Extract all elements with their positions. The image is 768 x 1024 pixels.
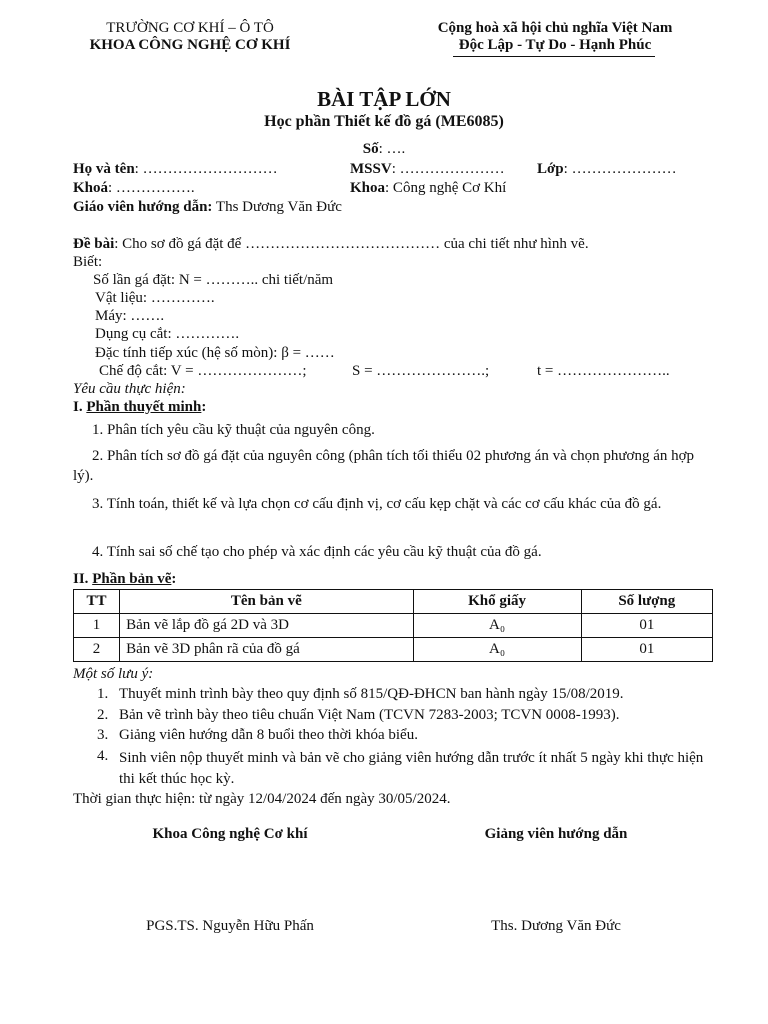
advisor-line <box>73 199 342 216</box>
param-cutting-t: t = ………………….. <box>537 363 670 379</box>
table-row <box>74 614 713 638</box>
part1-title: Phần thuyết minh <box>86 399 202 415</box>
part2-title: Phần bản vẽ <box>92 571 172 587</box>
param-contact: Đặc tính tiếp xúc (hệ số mòn): β = …… <box>95 345 335 361</box>
header-qty: Số lượng <box>581 590 712 614</box>
requirements-label: Yêu cầu thực hiện: <box>73 381 186 397</box>
table-cell: Bản vẽ lắp đồ gá 2D và 3D <box>120 614 413 638</box>
table-cell: 01 <box>581 638 712 662</box>
note-number: 3. <box>97 727 109 743</box>
advisor-value: Ths Dương Văn Đức <box>212 199 342 215</box>
name-label: Họ và tên <box>73 161 135 177</box>
timeline: Thời gian thực hiện: từ ngày 12/04/2024 đến ngày 30/05/2024. <box>73 791 451 807</box>
known-label: Biết: <box>73 254 103 270</box>
note-number: 2. <box>97 707 109 723</box>
class-line <box>537 161 677 178</box>
header-left <box>80 20 300 54</box>
table-cell: 01 <box>581 614 712 638</box>
part1-item-3: 3. Tính toán, thiết kế và lựa chọn cơ cấu định vị, cơ cấu kẹp chặt và các cơ cấu khác của đồ gá. <box>92 496 662 512</box>
param-machine: Máy: ……. <box>95 308 165 324</box>
country-name: Cộng hoà xã hội chủ nghĩa Việt Nam <box>437 20 673 36</box>
department-line <box>350 180 506 197</box>
param-quantity: Số lần gá đặt: N = ……….. chi tiết/năm <box>93 272 334 288</box>
signature-right-title: Giảng viên hướng dẫn <box>484 826 628 842</box>
part1-prefix: I. <box>73 399 87 415</box>
part1-suffix: : <box>201 399 207 415</box>
part1-heading <box>73 399 206 416</box>
table-cell: 2 <box>74 638 120 662</box>
task-label: Đề bài <box>73 236 115 252</box>
advisor-label: Giáo viên hướng dẫn: <box>73 199 213 215</box>
class-value: : ………………… <box>563 161 677 177</box>
table-cell: A₀ <box>413 638 581 662</box>
note-item-3: Giảng viên hướng dẫn 8 buổi theo thời khóa biểu. <box>119 727 418 743</box>
note-number: 1. <box>97 686 109 702</box>
number-value: : …. <box>378 141 406 157</box>
department-value: : Công nghệ Cơ Khí <box>385 180 507 196</box>
document-number <box>0 141 768 158</box>
department-label: Khoa <box>350 180 386 196</box>
signature-right-name: Ths. Dương Văn Đức <box>491 918 621 934</box>
mssv-value: : ………………… <box>391 161 505 177</box>
task-line <box>73 236 589 253</box>
signature-left-name: PGS.TS. Nguyễn Hữu Phấn <box>146 918 314 934</box>
student-name-line <box>73 161 278 178</box>
course-year-value: : ……………. <box>108 180 195 196</box>
motto-underline <box>453 56 655 57</box>
table-cell: Bản vẽ 3D phân rã của đồ gá <box>120 638 413 662</box>
part2-prefix: II. <box>73 571 93 587</box>
param-tool: Dụng cụ cắt: …………. <box>95 326 240 342</box>
part2-heading <box>73 571 176 588</box>
name-value: : ……………………… <box>134 161 278 177</box>
mssv-label: MSSV <box>350 161 392 177</box>
note-number: 4. <box>97 748 109 764</box>
notes-title: Một số lưu ý: <box>73 666 154 682</box>
drawings-table <box>73 589 713 662</box>
course-title: Học phần Thiết kế đồ gá (ME6085) <box>264 113 504 130</box>
param-cutting-v: Chế độ cắt: V = …………………; <box>99 363 307 379</box>
part1-item-1: 1. Phân tích yêu cầu kỹ thuật của nguyên công. <box>92 422 375 438</box>
class-label: Lớp <box>537 161 564 177</box>
param-cutting-s: S = ………………….; <box>352 363 490 379</box>
header-name: Tên bản vẽ <box>120 590 413 614</box>
document-title: BÀI TẬP LỚN <box>317 87 451 111</box>
part1-item-4: 4. Tính sai số chế tạo cho phép và xác định các yêu cầu kỹ thuật của đồ gá. <box>92 544 542 560</box>
school-name: TRƯỜNG CƠ KHÍ – Ô TÔ <box>106 20 274 36</box>
task-text: : Cho sơ đồ gá đặt để ………………………………… của chi tiết như hình vẽ. <box>114 236 589 252</box>
motto: Độc Lập - Tự Do - Hạnh Phúc <box>458 37 652 53</box>
course-year-line <box>73 180 195 197</box>
header-right <box>420 20 690 54</box>
course-year-label: Khoá <box>73 180 109 196</box>
signature-left-title: Khoa Công nghệ Cơ khí <box>152 826 308 842</box>
note-item-4: Sinh viên nộp thuyết minh và bản vẽ cho giảng viên hướng dẫn trước ít nhất 5 ngày khi thực hiện thi kết thúc học kỳ. <box>119 750 704 787</box>
table-cell: A₀ <box>413 614 581 638</box>
mssv-line <box>350 161 505 178</box>
table-cell: 1 <box>74 614 120 638</box>
param-material: Vật liệu: …………. <box>95 290 215 306</box>
part1-item-2: 2. Phân tích sơ đồ gá đặt của nguyên công (phân tích tối thiểu 02 phương án và chọn phương án hợp lý). <box>73 448 695 484</box>
number-label: Số <box>362 141 379 157</box>
note-item-1: Thuyết minh trình bày theo quy định số 815/QĐ-ĐHCN ban hành ngày 15/08/2019. <box>119 686 624 702</box>
table-header-row <box>74 590 713 614</box>
faculty-name: KHOA CÔNG NGHỆ CƠ KHÍ <box>89 37 291 53</box>
note-item-2: Bản vẽ trình bày theo tiêu chuẩn Việt Nam (TCVN 7283-2003; TCVN 0008-1993). <box>119 707 620 723</box>
table-row <box>74 638 713 662</box>
header-paper: Khổ giấy <box>413 590 581 614</box>
part2-suffix: : <box>171 571 177 587</box>
header-tt: TT <box>74 590 120 614</box>
